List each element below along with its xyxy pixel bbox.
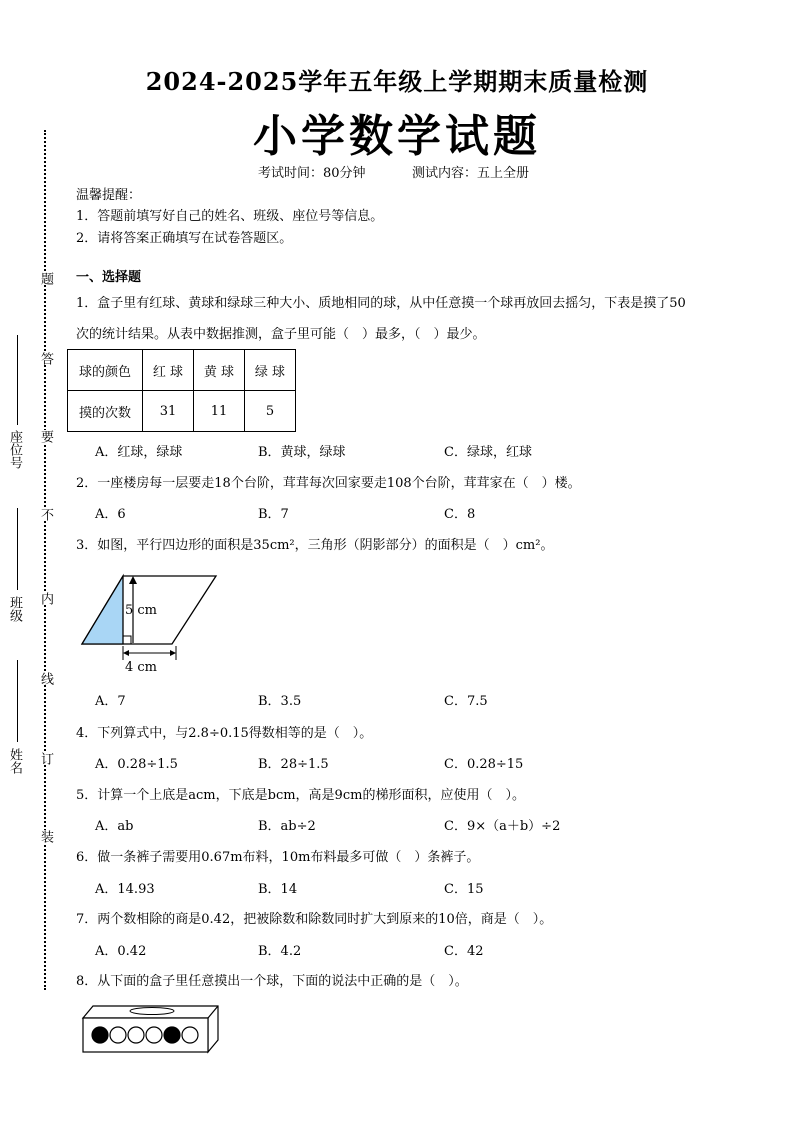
- white-ball: [146, 1027, 162, 1043]
- option-c[interactable]: C．9×（a＋b）÷2: [444, 819, 561, 834]
- base-label: 4 cm: [125, 660, 158, 675]
- table-cell: 摸的次数: [68, 391, 143, 432]
- table-header-cell: 黄 球: [194, 350, 245, 391]
- ball-box-figure: [80, 1000, 225, 1055]
- stats-table: [67, 349, 296, 432]
- question-8: 8．从下面的盒子里任意摸出一个球，下面的说法中正确的是（ ）。: [76, 974, 468, 989]
- binding-char: 内: [38, 592, 53, 605]
- binding-char: 线: [38, 672, 53, 685]
- table-cell: 11: [194, 391, 245, 432]
- black-ball: [164, 1027, 180, 1043]
- option-c[interactable]: C．42: [444, 944, 484, 959]
- question-1-line-2: 次的统计结果。从表中数据推测，盒子里可能（ ）最多，（ ）最少。: [76, 327, 486, 342]
- table-row: [68, 350, 296, 391]
- option-b[interactable]: B．4.2: [258, 944, 302, 959]
- option-a[interactable]: A．7: [95, 694, 126, 709]
- option-c[interactable]: C．绿球，红球: [444, 445, 532, 460]
- option-c[interactable]: C．15: [444, 882, 484, 897]
- option-b[interactable]: B．14: [258, 882, 298, 897]
- table-cell: 31: [143, 391, 194, 432]
- table-header-cell: 红 球: [143, 350, 194, 391]
- binding-char: 要: [38, 430, 53, 443]
- exam-content: 测试内容：五上全册: [412, 166, 530, 181]
- shaded-triangle: [82, 576, 123, 644]
- exam-time: 考试时间：80分钟: [258, 166, 366, 181]
- arrow-head-icon: [123, 650, 129, 656]
- option-a[interactable]: A．0.28÷1.5: [95, 757, 178, 772]
- option-b[interactable]: B．黄球，绿球: [258, 445, 346, 460]
- right-angle-mark: [123, 636, 131, 644]
- arrow-head-icon: [129, 576, 137, 584]
- binding-char: 答: [38, 352, 53, 365]
- option-a[interactable]: A．14.93: [95, 882, 155, 897]
- question-2: 2．一座楼房每一层要走18个台阶，茸茸每次回家要走108个台阶，茸茸家在（ ）楼。: [76, 476, 581, 491]
- notice-item: 2．请将答案正确填写在试卷答题区。: [76, 231, 293, 246]
- option-a[interactable]: A．红球，绿球: [95, 445, 183, 460]
- option-b[interactable]: B．ab÷2: [258, 819, 316, 834]
- section-heading: 一、选择题: [76, 270, 142, 285]
- seat-number-blank[interactable]: [17, 335, 18, 425]
- binding-dotted-line: [44, 130, 46, 990]
- question-1-line-1: 1．盒子里有红球、黄球和绿球三种大小、质地相同的球，从中任意摸一个球再放回去摇匀，下表是摸了50: [76, 296, 686, 311]
- parallelogram-figure: [78, 568, 228, 678]
- binding-char: 题: [38, 272, 53, 285]
- arrow-head-icon: [170, 650, 176, 656]
- table-header-cell: 球的颜色: [68, 350, 143, 391]
- white-ball: [128, 1027, 144, 1043]
- option-a[interactable]: A．6: [95, 507, 126, 522]
- question-4: 4．下列算式中，与2.8÷0.15得数相等的是（ ）。: [76, 726, 373, 741]
- option-b[interactable]: B．7: [258, 507, 289, 522]
- class-blank[interactable]: [17, 508, 18, 590]
- table-header-cell: 绿 球: [245, 350, 296, 391]
- notice-item: 1．答题前填写好自己的姓名、班级、座位号等信息。: [76, 209, 384, 224]
- white-ball: [110, 1027, 126, 1043]
- seat-number-label: 座位号: [7, 430, 22, 469]
- table-cell: 5: [245, 391, 296, 432]
- option-a[interactable]: A．ab: [95, 819, 134, 834]
- binding-char: 装: [38, 830, 53, 843]
- exam-subtitle: 小学数学试题: [253, 111, 541, 162]
- binding-char: 订: [38, 752, 53, 765]
- notice-heading: 温馨提醒：: [76, 188, 142, 203]
- height-label: 5 cm: [125, 603, 158, 618]
- name-blank[interactable]: [17, 660, 18, 742]
- question-3: 3．如图，平行四边形的面积是35cm²，三角形（阴影部分）的面积是（ ）cm²。: [76, 538, 554, 553]
- question-7: 7．两个数相除的商是0.42，把被除数和除数同时扩大到原来的10倍，商是（ ）。: [76, 912, 553, 927]
- option-b[interactable]: B．3.5: [258, 694, 302, 709]
- option-b[interactable]: B．28÷1.5: [258, 757, 329, 772]
- class-label: 班级: [7, 596, 22, 622]
- option-a[interactable]: A．0.42: [95, 944, 147, 959]
- question-6: 6．做一条裤子需要用0.67m布料，10m布料最多可做（ ）条裤子。: [76, 850, 480, 865]
- option-c[interactable]: C．7.5: [444, 694, 488, 709]
- name-label: 姓名: [7, 748, 22, 774]
- exam-title: 2024-2025学年五年级上学期期末质量检测: [145, 67, 649, 96]
- black-ball: [92, 1027, 108, 1043]
- binding-char: 不: [38, 508, 53, 521]
- option-c[interactable]: C．8: [444, 507, 476, 522]
- question-5: 5．计算一个上底是acm，下底是bcm，高是9cm的梯形面积，应使用（ ）。: [76, 788, 525, 803]
- table-row: [68, 391, 296, 432]
- option-c[interactable]: C．0.28÷15: [444, 757, 524, 772]
- white-ball: [182, 1027, 198, 1043]
